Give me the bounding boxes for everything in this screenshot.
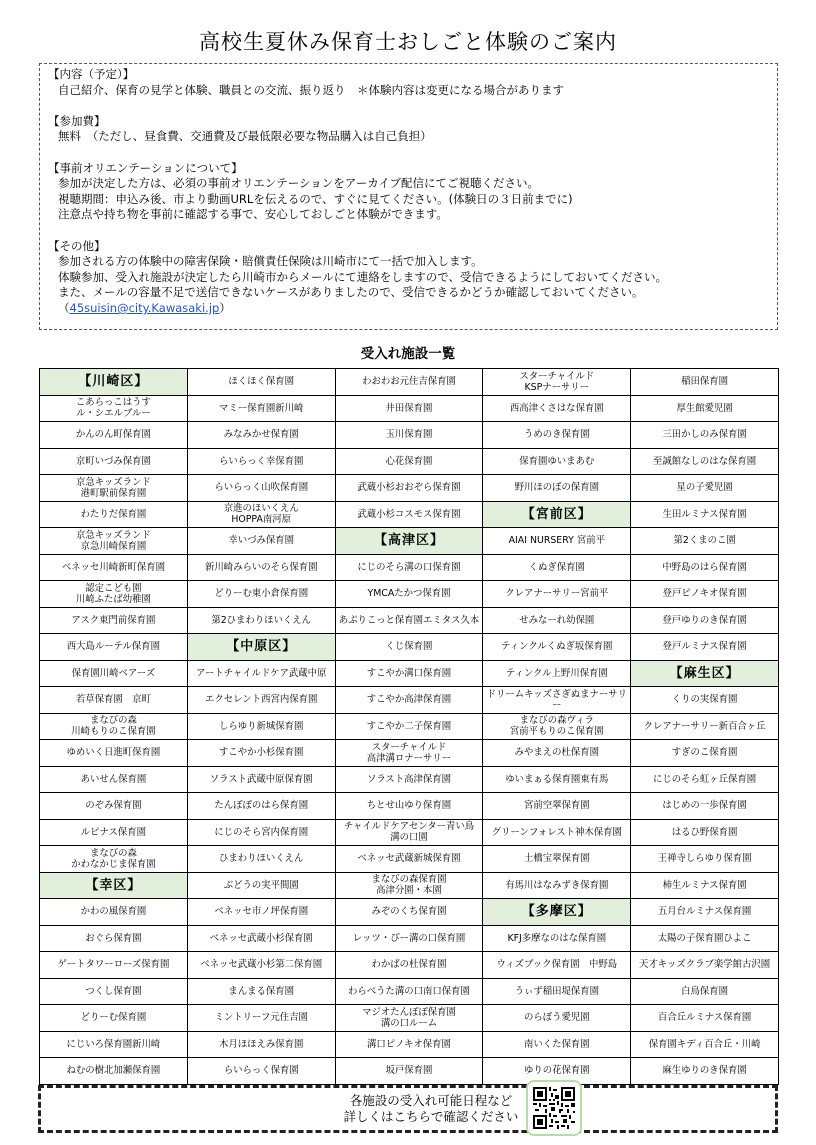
facility-cell: みぞのくち保育園 (335, 899, 483, 926)
info-box (39, 63, 778, 330)
facility-cell: YMCAたかつ保育園 (335, 581, 483, 608)
facility-cell: 若草保育園 京町 (40, 687, 188, 714)
facility-cell: 土橋宝翠保育園 (483, 846, 631, 873)
table-row (40, 1005, 779, 1032)
facility-cell: ゆいまぁる保育園東有馬 (483, 766, 631, 793)
facility-cell: ゲートタワーローズ保育園 (40, 952, 188, 979)
facility-cell: クレアナーサリー新百合ヶ丘 (631, 713, 779, 740)
qr-code-icon[interactable] (526, 1080, 582, 1136)
facility-cell: ミントリーフ元住吉園 (187, 1005, 335, 1032)
facility-cell: 保育園キディ百合丘・川崎 (631, 1031, 779, 1058)
facility-cell: ベネッセ川崎新町保育園 (40, 554, 188, 581)
facility-cell: ベネッセ武蔵小杉保育園 (187, 925, 335, 952)
facility-cell: 白鳥保育園 (631, 978, 779, 1005)
facility-cell: ルピナス保育園 (40, 819, 188, 846)
facility-cell: くぬぎ保育園 (483, 554, 631, 581)
facility-cell: 至誠館なしのはな保育園 (631, 448, 779, 475)
facility-cell: ベネッセ武蔵小杉第二保育園 (187, 952, 335, 979)
facility-cell: アートチャイルドケア武蔵中原 (187, 660, 335, 687)
facility-cell: 登戸ピノキオ保育園 (631, 581, 779, 608)
other-text-1: 参加される方の体験中の障害保険・賠償責任保険は川崎市にて一括で加入します。 (58, 254, 483, 269)
facility-cell: くりの実保育園 (631, 687, 779, 714)
facility-cell: はるひ野保育園 (631, 819, 779, 846)
facility-cell: 京町いづみ保育園 (40, 448, 188, 475)
facility-cell: わかばの杜保育園 (335, 952, 483, 979)
orientation-text-1: 参加が決定した方は、必須の事前オリエンテーションをアーカイブ配信にてご視聴ください。 (58, 176, 540, 191)
table-row (40, 1031, 779, 1058)
facility-cell: 保育園ゆいまあむ (483, 448, 631, 475)
facility-cell: 京進のほいくえん HOPPA南河原 (187, 501, 335, 528)
facility-cell: ウィズブック保育園 中野島 (483, 952, 631, 979)
facility-cell: にじのそら虹ヶ丘保育園 (631, 766, 779, 793)
facility-cell: 天才キッズクラブ楽学館古沢園 (631, 952, 779, 979)
facility-cell: マジオたんぽぽ保育園 溝の口ルーム (335, 1005, 483, 1032)
footer-box (38, 1085, 778, 1133)
facility-cell: すこやか小杉保育園 (187, 740, 335, 767)
table-row (40, 952, 779, 979)
district-header-cell: 【高津区】 (335, 528, 483, 555)
facility-cell: AIAI NURSERY 宮前平 (483, 528, 631, 555)
facility-cell: うぃず稲田堤保育園 (483, 978, 631, 1005)
page-title: 高校生夏休み保育士おしごと体験のご案内 (199, 30, 617, 54)
facility-cell: ドリームキッズさぎぬまナーサリー (483, 687, 631, 714)
district-header-cell: 【多摩区】 (483, 899, 631, 926)
facility-cell: 西大島ルーテル保育園 (40, 634, 188, 661)
facility-cell: 第2ひまわりほいくえん (187, 607, 335, 634)
table-row (40, 819, 779, 846)
facility-table (39, 368, 779, 1085)
table-row (40, 1058, 779, 1085)
facility-cell: らいらっく幸保育園 (187, 448, 335, 475)
facility-cell: のらぼう愛児園 (483, 1005, 631, 1032)
table-row (40, 846, 779, 873)
table-row (40, 501, 779, 528)
facility-cell: かんのん町保育園 (40, 422, 188, 449)
facility-cell: アスク東門前保育園 (40, 607, 188, 634)
facility-cell: 稲田保育園 (631, 369, 779, 396)
facility-cell: 中野島のはら保育園 (631, 554, 779, 581)
facility-cell: 星の子愛児園 (631, 475, 779, 502)
table-row (40, 395, 779, 422)
facility-cell: にじのそら宮内保育園 (187, 819, 335, 846)
facility-cell: 南いくた保育園 (483, 1031, 631, 1058)
district-header-cell: 【中原区】 (187, 634, 335, 661)
table-row (40, 422, 779, 449)
fee-text: 無料 （ただし、昼食費、交通費及び最低限必要な物品購入は自己負担） (58, 129, 432, 144)
email-link[interactable]: 45suisin@city.Kawasaki.jp (69, 300, 220, 315)
email-line (48, 301, 769, 317)
facility-cell: すぎのこ保育園 (631, 740, 779, 767)
facility-cell: 心花保育園 (335, 448, 483, 475)
table-row (40, 369, 779, 396)
facility-cell: かわの風保育園 (40, 899, 188, 926)
email-paren-open: （ (58, 300, 70, 315)
table-row (40, 740, 779, 767)
facility-cell: 幸いづみ保育園 (187, 528, 335, 555)
facility-cell: 武蔵小杉コスモス保育園 (335, 501, 483, 528)
table-row (40, 607, 779, 634)
facility-cell: すこやか溝口保育園 (335, 660, 483, 687)
footer-text (311, 1093, 551, 1125)
facility-cell: 王禅寺しらゆり保育園 (631, 846, 779, 873)
orientation-heading: 【事前オリエンテーションについて】 (48, 160, 243, 175)
facility-cell: うめのき保育園 (483, 422, 631, 449)
facility-cell: ひまわりほいくえん (187, 846, 335, 873)
facility-cell: 保育園川崎ベアーズ (40, 660, 188, 687)
facility-cell: 京急キッズランド 京急川崎保育園 (40, 528, 188, 555)
fee-heading: 【参加費】 (48, 113, 106, 128)
facility-cell: こあらっこはうす ル・シエルブルー (40, 395, 188, 422)
facility-cell: ベネッセ市ノ坪保育園 (187, 899, 335, 926)
facility-cell: せみなーれ幼保園 (483, 607, 631, 634)
district-header-cell: 【幸区】 (40, 872, 188, 899)
facility-cell: ほくほく保育園 (187, 369, 335, 396)
facility-cell: 登戸ゆりのき保育園 (631, 607, 779, 634)
facility-cell: エクセレント西宮内保育園 (187, 687, 335, 714)
facility-cell: 武蔵小杉おおぞら保育園 (335, 475, 483, 502)
other-text-2: 体験参加、受入れ施設が決定したら川崎市からメールにて連絡をしますので、受信できるようにしておいてください。 (58, 269, 668, 284)
footer-line-1: 各施設の受入れ可能日程など (349, 1093, 513, 1108)
orientation-text-3: 注意点や持ち物を事前に確認する事で、安心しておしごと体験ができます。 (58, 207, 448, 222)
facility-cell: グリーンフォレスト神木保育園 (483, 819, 631, 846)
facility-cell: たんぽぽのはら保育園 (187, 793, 335, 820)
facility-cell: 登戸ルミナス保育園 (631, 634, 779, 661)
facility-cell: 井田保育園 (335, 395, 483, 422)
facility-cell: あぷりこっと保育園エミタス久本 (335, 607, 483, 634)
facility-cell: 玉川保育園 (335, 422, 483, 449)
facility-cell: 麻生ゆりのき保育園 (631, 1058, 779, 1085)
facility-cell: 宮前空翠保育園 (483, 793, 631, 820)
facility-cell: 坂戸保育園 (335, 1058, 483, 1085)
facility-list-title: 受入れ施設一覧 (360, 346, 456, 362)
facility-cell: しらゆり新城保育園 (187, 713, 335, 740)
facility-cell: スターチャイルド KSPナーサリー (483, 369, 631, 396)
facility-cell: 百合丘ルミナス保育園 (631, 1005, 779, 1032)
facility-cell: 西高津くさはな保育園 (483, 395, 631, 422)
facility-cell: スターチャイルド 高津溝ロナーサリー (335, 740, 483, 767)
facility-cell: わおわお元住吉保育園 (335, 369, 483, 396)
facility-cell: ぶどうの実平間園 (187, 872, 335, 899)
table-row (40, 554, 779, 581)
footer-line-2: 詳しくはこちらで確認ください (343, 1109, 519, 1124)
facility-cell: 京急キッズランド 港町駅前保育園 (40, 475, 188, 502)
facility-cell: つくし保育園 (40, 978, 188, 1005)
facility-cell: ティンクルくぬぎ坂保育園 (483, 634, 631, 661)
facility-cell: マミー保育園新川崎 (187, 395, 335, 422)
facility-cell: 認定こども園 川崎ふたば幼稚園 (40, 581, 188, 608)
table-row (40, 978, 779, 1005)
facility-cell: 生田ルミナス保育園 (631, 501, 779, 528)
table-row (40, 581, 779, 608)
facility-cell: らいらっく山吹保育園 (187, 475, 335, 502)
facility-cell: ちとせ山ゆり保育園 (335, 793, 483, 820)
facility-cell: ベネッセ武蔵新城保育園 (335, 846, 483, 873)
facility-cell: 第2くまのこ園 (631, 528, 779, 555)
table-row (40, 899, 779, 926)
facility-cell: ゆりの花保育園 (483, 1058, 631, 1085)
facility-cell: 五月台ルミナス保育園 (631, 899, 779, 926)
content-text: 自己紹介、保育の見学と体験、職員との交流、振り返り ＊体験内容は変更になる場合があります (58, 82, 564, 97)
district-header-cell: 【川崎区】 (40, 369, 188, 396)
other-text-3: また、メールの容量不足で送信できないケースがありましたので、受信できるかどうか確認しておいてください。 (58, 285, 644, 300)
facility-cell: ティンクル上野川保育園 (483, 660, 631, 687)
facility-cell: ソラスト武蔵中原保育園 (187, 766, 335, 793)
table-row (40, 687, 779, 714)
facility-cell: すこやか高津保育園 (335, 687, 483, 714)
facility-cell: どりーむ保育園 (40, 1005, 188, 1032)
email-paren-close: ） (219, 300, 231, 315)
facility-cell: どりーむ東小倉保育園 (187, 581, 335, 608)
facility-cell: 柿生ルミナス保育園 (631, 872, 779, 899)
facility-cell: まなびの森 川崎もりのこ保育園 (40, 713, 188, 740)
table-row (40, 634, 779, 661)
facility-cell: すこやか二子保育園 (335, 713, 483, 740)
table-row (40, 925, 779, 952)
facility-cell: 厚生館愛児園 (631, 395, 779, 422)
facility-cell: ソラスト高津保育園 (335, 766, 483, 793)
facility-cell: まなびの森ヴィラ 宮前平もりのこ保育園 (483, 713, 631, 740)
table-row (40, 528, 779, 555)
facility-cell: おぐら保育園 (40, 925, 188, 952)
facility-cell: レッツ・ぴー溝の口保育園 (335, 925, 483, 952)
facility-cell: はじめの一歩保育園 (631, 793, 779, 820)
facility-cell: みなみかせ保育園 (187, 422, 335, 449)
qr-code-graphic (533, 1087, 575, 1129)
facility-cell: 有馬川はなみずき保育園 (483, 872, 631, 899)
table-row (40, 872, 779, 899)
table-row (40, 766, 779, 793)
table-row (40, 713, 779, 740)
facility-cell: KFJ多摩なのはな保育園 (483, 925, 631, 952)
orientation-text-2: 視聴期間：申込み後、市より動画URLを伝えるので、すぐに見てください。(体験日の３日前までに) (58, 191, 573, 206)
facility-cell: くじ保育園 (335, 634, 483, 661)
facility-cell: 三田かしのみ保育園 (631, 422, 779, 449)
facility-cell: クレアナーサリー宮前平 (483, 581, 631, 608)
facility-cell: らいらっく保育園 (187, 1058, 335, 1085)
district-header-cell: 【麻生区】 (631, 660, 779, 687)
facility-cell: みやまえの杜保育園 (483, 740, 631, 767)
facility-cell: ねむの樹北加瀬保育園 (40, 1058, 188, 1085)
facility-cell: 新川崎みらいのそら保育園 (187, 554, 335, 581)
facility-cell: まなびの森保育園 高津分園・本園 (335, 872, 483, 899)
facility-cell: 太陽の子保育園ひよこ (631, 925, 779, 952)
facility-cell: あいせん保育園 (40, 766, 188, 793)
district-header-cell: 【宮前区】 (483, 501, 631, 528)
facility-cell: わたりだ保育園 (40, 501, 188, 528)
table-row (40, 793, 779, 820)
content-heading: 【内容（予定）】 (48, 67, 135, 81)
facility-cell: にじのそら溝の口保育園 (335, 554, 483, 581)
facility-cell: 野川ほのぼの保育園 (483, 475, 631, 502)
table-row (40, 660, 779, 687)
other-heading: 【その他】 (48, 238, 106, 253)
facility-cell: のぞみ保育園 (40, 793, 188, 820)
table-row (40, 448, 779, 475)
facility-cell: 溝口ピノキオ保育園 (335, 1031, 483, 1058)
facility-cell: 木月ほほえみ保育園 (187, 1031, 335, 1058)
facility-cell: まんまる保育園 (187, 978, 335, 1005)
facility-cell: にじいろ保育園新川崎 (40, 1031, 188, 1058)
facility-cell: まなびの森 かわなかじま保育園 (40, 846, 188, 873)
facility-cell: チャイルドケアセンター青い鳥 溝の口園 (335, 819, 483, 846)
facility-cell: わらべうた溝の口南口保育園 (335, 978, 483, 1005)
table-row (40, 475, 779, 502)
facility-cell: ゆめいく日進町保育園 (40, 740, 188, 767)
